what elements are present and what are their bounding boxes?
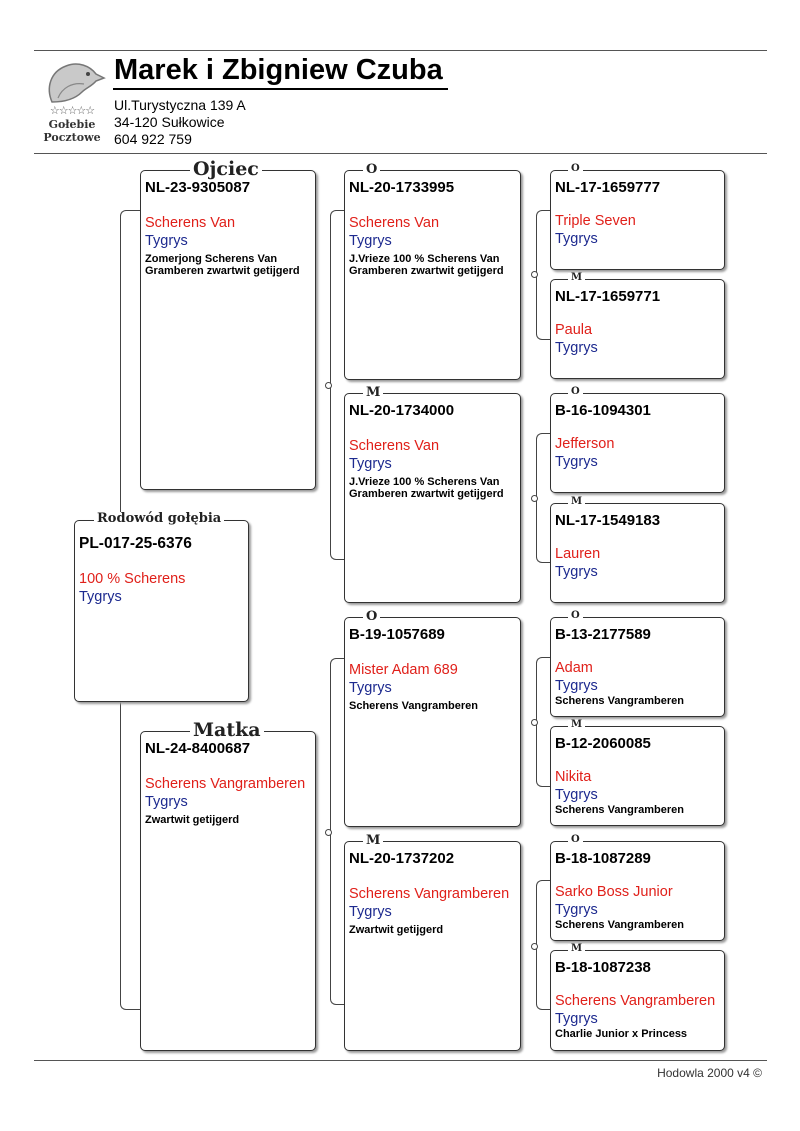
pigeon-info: J.Vrieze 100 % Scherens Van Gramberen zwartwit getijgerd bbox=[349, 476, 504, 500]
mother-label: Matka bbox=[190, 721, 264, 740]
pigeon-name: Scherens Van bbox=[349, 215, 440, 231]
ring-number: B-13-2177589 bbox=[555, 626, 651, 643]
pigeon-color: Tygrys bbox=[555, 678, 598, 694]
pigeon-name: Lauren bbox=[555, 546, 601, 562]
fff-label: O bbox=[568, 164, 583, 174]
ffm-label: M bbox=[568, 273, 585, 283]
owner-name: Marek i Zbigniew Czuba bbox=[114, 54, 443, 86]
ring-number: B-19-1057689 bbox=[349, 626, 445, 643]
ring-number: NL-17-1659771 bbox=[555, 288, 661, 305]
pigeon-color: Tygrys bbox=[555, 231, 598, 247]
footer-rule bbox=[34, 1060, 767, 1061]
pigeon-name: Scherens Vangramberen bbox=[349, 886, 510, 902]
mmm-label: M bbox=[568, 944, 585, 954]
fm-label: M bbox=[363, 386, 383, 399]
fmf-label: O bbox=[568, 387, 583, 397]
pigeon-card-root[interactable] bbox=[74, 520, 249, 702]
mf-label: O bbox=[363, 610, 380, 623]
pigeon-color: Tygrys bbox=[349, 680, 392, 696]
pigeon-card-mm[interactable] bbox=[344, 841, 521, 1051]
mfm-label: M bbox=[568, 720, 585, 730]
mff-label: O bbox=[568, 611, 583, 621]
pigeon-color: Tygrys bbox=[349, 904, 392, 920]
pigeon-card-fm[interactable] bbox=[344, 393, 521, 603]
pigeon-info: Zwartwit getijgerd bbox=[145, 814, 240, 826]
pigeon-info: Zomerjong Scherens Van Gramberen zwartwit getijgerd bbox=[145, 253, 300, 277]
fmm-label: M bbox=[568, 497, 585, 507]
pigeon-color: Tygrys bbox=[555, 902, 598, 918]
ff-label: O bbox=[363, 163, 380, 176]
pigeon-color: Tygrys bbox=[79, 589, 122, 605]
pigeon-name: Sarko Boss Junior bbox=[555, 884, 673, 900]
top-rule bbox=[34, 50, 767, 51]
pigeon-name: Scherens Van bbox=[145, 215, 236, 231]
pigeon-card-mff[interactable] bbox=[550, 617, 725, 717]
ring-number: NL-23-9305087 bbox=[145, 179, 251, 196]
footer-credit: Hodowla 2000 v4 © bbox=[657, 1066, 762, 1080]
pigeon-card-mmf[interactable] bbox=[550, 841, 725, 941]
pigeon-info: Scherens Vangramberen bbox=[555, 919, 685, 931]
pigeon-name: Paula bbox=[555, 322, 593, 338]
connector-mother-node bbox=[325, 829, 332, 836]
connector-mm-node bbox=[531, 943, 538, 950]
logo-stars: ☆☆☆☆☆ bbox=[49, 105, 95, 117]
connector-fm-node bbox=[531, 495, 538, 502]
ring-number: NL-20-1737202 bbox=[349, 850, 455, 867]
phone: 604 922 759 bbox=[114, 131, 192, 147]
logo-text-line1: Gołebie bbox=[48, 118, 96, 131]
pigeon-color: Tygrys bbox=[555, 1011, 598, 1027]
ring-number: NL-20-1734000 bbox=[349, 402, 455, 419]
mmf-label: O bbox=[568, 835, 583, 845]
owner-underline bbox=[113, 88, 448, 90]
pigeon-color: Tygrys bbox=[555, 454, 598, 470]
ring-number: B-16-1094301 bbox=[555, 402, 651, 419]
pigeon-card-ffm[interactable] bbox=[550, 279, 725, 379]
pigeon-name: Mister Adam 689 bbox=[349, 662, 458, 678]
pigeon-name: Scherens Van bbox=[349, 438, 440, 454]
ring-number: NL-17-1549183 bbox=[555, 512, 661, 529]
connector-father-node bbox=[325, 382, 332, 389]
pigeon-card-ff[interactable] bbox=[344, 170, 521, 380]
pigeon-info: J.Vrieze 100 % Scherens Van Gramberen zwartwit getijgerd bbox=[349, 253, 504, 277]
pigeon-card-fmm[interactable] bbox=[550, 503, 725, 603]
pigeon-info: Scherens Vangramberen bbox=[555, 695, 685, 707]
pigeon-name: Jefferson bbox=[555, 436, 615, 452]
pigeon-name: Adam bbox=[555, 660, 593, 676]
connector-mf-node bbox=[531, 719, 538, 726]
header-rule bbox=[34, 153, 767, 154]
pigeon-card-mmm[interactable] bbox=[550, 950, 725, 1051]
pigeon-name: Nikita bbox=[555, 769, 592, 785]
pigeon-info: Scherens Vangramberen bbox=[349, 700, 479, 712]
mm-label: M bbox=[363, 834, 383, 847]
pigeon-info: Scherens Vangramberen bbox=[555, 804, 685, 816]
pigeon-name: Scherens Vangramberen bbox=[555, 993, 716, 1009]
ring-number: B-18-1087289 bbox=[555, 850, 651, 867]
ring-number: B-12-2060085 bbox=[555, 735, 651, 752]
father-label: Ojciec bbox=[190, 160, 262, 179]
pigeon-card-father[interactable] bbox=[140, 170, 316, 490]
ring-number: NL-17-1659777 bbox=[555, 179, 661, 196]
ring-number: NL-24-8400687 bbox=[145, 740, 251, 757]
address-line1: Ul.Turystyczna 139 A bbox=[114, 97, 246, 113]
pigeon-color: Tygrys bbox=[349, 456, 392, 472]
address-line2: 34-120 Sułkowice bbox=[114, 114, 225, 130]
ring-number: PL-017-25-6376 bbox=[79, 535, 192, 552]
logo-text-line2: Pocztowe bbox=[43, 131, 101, 144]
pigeon-color: Tygrys bbox=[145, 794, 188, 810]
pigeon-card-fmf[interactable] bbox=[550, 393, 725, 493]
pigeon-color: Tygrys bbox=[349, 233, 392, 249]
pigeon-info: Zwartwit getijgerd bbox=[349, 924, 444, 936]
pigeon-head-icon bbox=[36, 58, 108, 106]
pigeon-name: Triple Seven bbox=[555, 213, 636, 229]
pigeon-color: Tygrys bbox=[555, 564, 598, 580]
connector-ff-node bbox=[531, 271, 538, 278]
pigeon-info: Charlie Junior x Princess bbox=[555, 1028, 688, 1040]
ring-number: NL-20-1733995 bbox=[349, 179, 455, 196]
pigeon-name: 100 % Scherens bbox=[79, 571, 186, 587]
pigeon-card-mf[interactable] bbox=[344, 617, 521, 827]
pigeon-name: Scherens Vangramberen bbox=[145, 776, 306, 792]
pigeon-card-fff[interactable] bbox=[550, 170, 725, 270]
pigeon-color: Tygrys bbox=[145, 233, 188, 249]
pigeon-logo bbox=[36, 58, 108, 148]
pigeon-color: Tygrys bbox=[555, 787, 598, 803]
ring-number: B-18-1087238 bbox=[555, 959, 651, 976]
root-title: Rodowód gołębia bbox=[94, 512, 224, 525]
pigeon-card-mfm[interactable] bbox=[550, 726, 725, 826]
pigeon-color: Tygrys bbox=[555, 340, 598, 356]
pigeon-card-mother[interactable] bbox=[140, 731, 316, 1051]
